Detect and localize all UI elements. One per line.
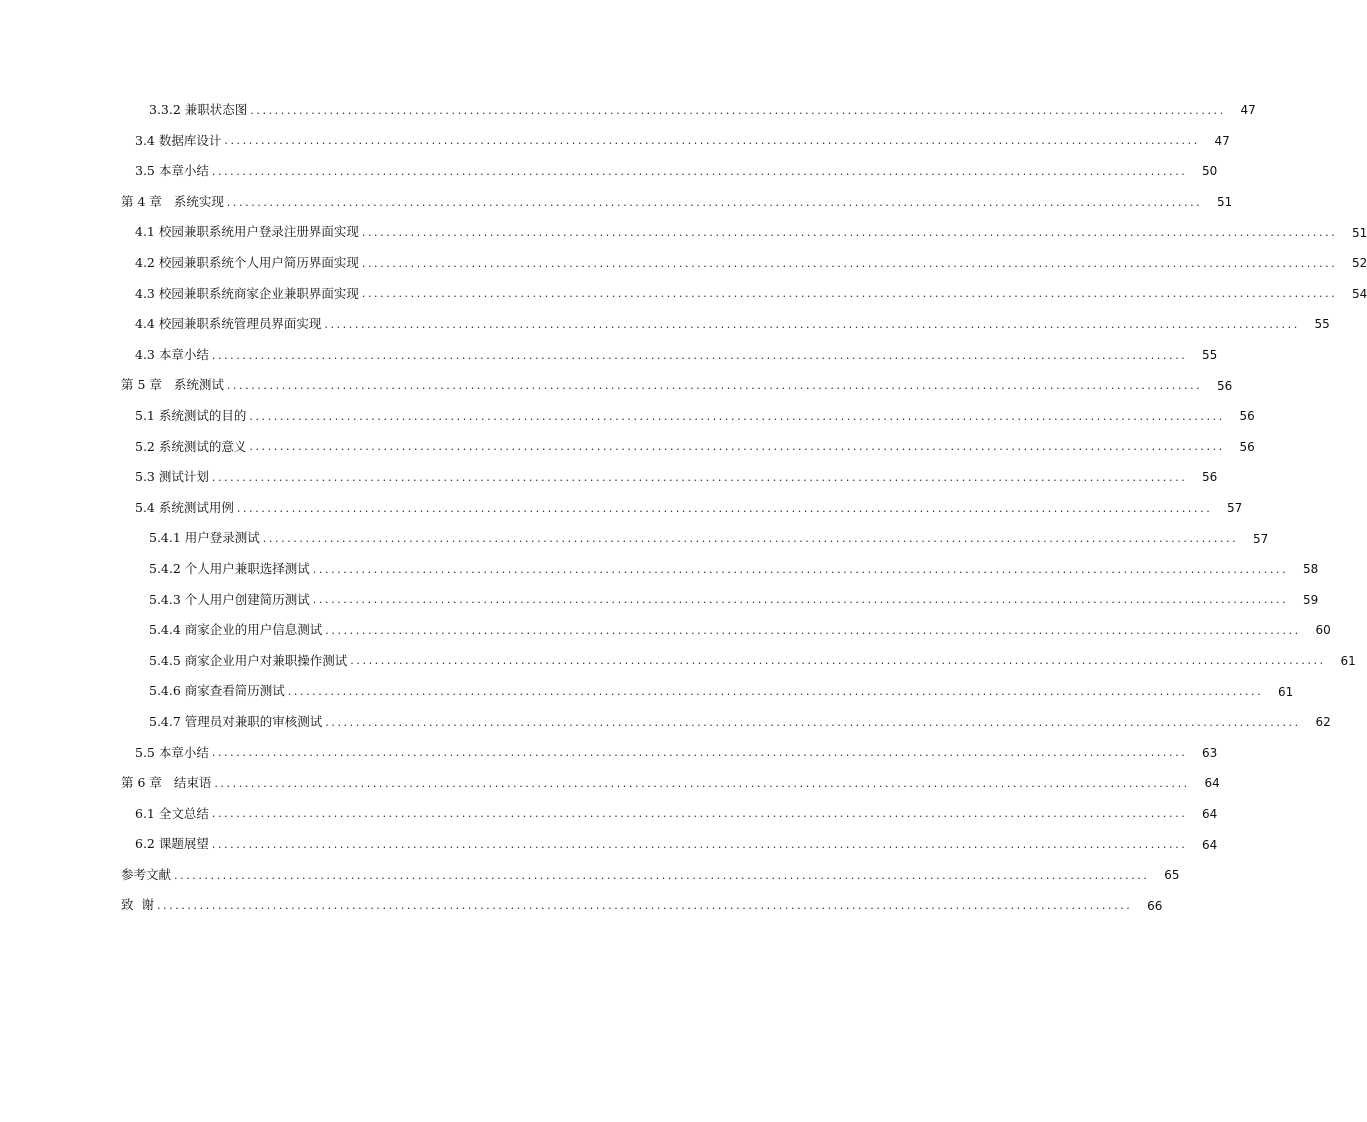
- toc-entry-label: 4.3 本章小结: [135, 346, 209, 362]
- toc-entry[interactable]: [135, 340, 1218, 371]
- toc-entry[interactable]: [149, 615, 1331, 646]
- toc-entry-label: 3.4 数据库设计: [135, 132, 222, 148]
- toc-entry-label: 第 6 章 结束语: [121, 775, 212, 791]
- toc-entry[interactable]: [135, 462, 1218, 493]
- toc-entry[interactable]: [121, 860, 1180, 891]
- toc-entry[interactable]: [135, 737, 1218, 768]
- toc-entry[interactable]: [121, 187, 1233, 218]
- toc-entry-label: 6.1 全文总结: [135, 805, 209, 821]
- toc-leader-dots: ................................................................................................................................................................: [350, 654, 1326, 668]
- toc-page-number: 56: [1202, 470, 1218, 485]
- toc-page-number: 59: [1302, 592, 1319, 607]
- toc-page-number: 57: [1227, 501, 1243, 516]
- toc-leader-dots: ................................................................................................................................................................: [324, 317, 1300, 331]
- toc-page-number: 52: [1352, 256, 1367, 271]
- toc-entry[interactable]: [121, 890, 1163, 921]
- toc-page-number: 47: [1214, 133, 1230, 148]
- toc-page-number: 65: [1164, 868, 1180, 883]
- toc-page-number: 54: [1352, 286, 1367, 301]
- toc-entry[interactable]: [149, 707, 1331, 738]
- toc-leader-dots: ................................................................................................................................................................: [249, 440, 1225, 454]
- table-of-contents: [0, 95, 1367, 921]
- toc-entry[interactable]: [135, 248, 1367, 279]
- toc-leader-dots: ................................................................................................................................................................: [211, 470, 1188, 484]
- toc-leader-dots: ................................................................................................................................................................: [250, 103, 1226, 117]
- toc-leader-dots: ................................................................................................................................................................: [174, 868, 1150, 882]
- toc-entry[interactable]: [149, 554, 1319, 585]
- toc-leader-dots: ................................................................................................................................................................: [236, 501, 1213, 515]
- toc-entry[interactable]: [135, 279, 1367, 310]
- toc-entry-label: 第 4 章 系统实现: [121, 193, 224, 209]
- toc-entry-label: 5.1 系统测试的目的: [135, 407, 247, 423]
- toc-entry-label: 5.2 系统测试的意义: [135, 438, 247, 454]
- toc-entry[interactable]: [121, 370, 1233, 401]
- toc-entry[interactable]: [135, 126, 1230, 157]
- toc-page-number: 63: [1202, 745, 1218, 760]
- toc-entry-label: 5.4.6 商家查看简历测试: [149, 683, 285, 699]
- toc-entry[interactable]: [135, 829, 1218, 860]
- toc-entry[interactable]: [135, 493, 1243, 524]
- toc-page-number: 64: [1202, 837, 1218, 852]
- toc-leader-dots: ................................................................................................................................................................: [361, 226, 1338, 240]
- toc-entry-label: 5.4.2 个人用户兼职选择测试: [149, 560, 310, 576]
- toc-page-number: 60: [1315, 623, 1331, 638]
- toc-entry-label: 5.5 本章小结: [135, 744, 209, 760]
- toc-entry-label: 5.4.4 商家企业的用户信息测试: [149, 622, 323, 638]
- toc-entry[interactable]: [135, 309, 1330, 340]
- toc-entry-label: 4.2 校园兼职系统个人用户简历界面实现: [135, 255, 359, 271]
- toc-entry[interactable]: [121, 768, 1220, 799]
- toc-page-number: 66: [1147, 898, 1163, 913]
- toc-entry[interactable]: [135, 401, 1255, 432]
- toc-entry-label: 3.3.2 兼职状态图: [149, 102, 248, 118]
- toc-page-number: 55: [1202, 348, 1218, 363]
- toc-page-number: 58: [1302, 562, 1319, 577]
- toc-page-number: 61: [1340, 653, 1356, 668]
- toc-page-number: 47: [1240, 103, 1256, 118]
- toc-leader-dots: ................................................................................................................................................................: [287, 685, 1264, 699]
- toc-leader-dots: ................................................................................................................................................................: [211, 348, 1188, 362]
- toc-entry-label: 4.3 校园兼职系统商家企业兼职界面实现: [135, 285, 359, 301]
- toc-entry[interactable]: [149, 95, 1256, 126]
- toc-leader-dots: ................................................................................................................................................................: [262, 532, 1239, 546]
- toc-leader-dots: ................................................................................................................................................................: [214, 776, 1190, 790]
- toc-page-number: 55: [1314, 317, 1330, 332]
- toc-leader-dots: ................................................................................................................................................................: [312, 593, 1289, 607]
- toc-page-number: 51: [1217, 195, 1233, 210]
- toc-page-number: 57: [1252, 531, 1269, 546]
- toc-leader-dots: ................................................................................................................................................................: [156, 899, 1133, 913]
- toc-entry-label: 6.2 课题展望: [135, 836, 209, 852]
- toc-entry[interactable]: [149, 523, 1269, 554]
- toc-page-number: 61: [1277, 684, 1294, 699]
- toc-entry[interactable]: [135, 799, 1218, 830]
- toc-leader-dots: ................................................................................................................................................................: [226, 379, 1203, 393]
- toc-entry-label: 5.4 系统测试用例: [135, 499, 234, 515]
- toc-leader-dots: ................................................................................................................................................................: [249, 409, 1225, 423]
- toc-entry-label: 4.1 校园兼职系统用户登录注册界面实现: [135, 224, 359, 240]
- toc-leader-dots: ................................................................................................................................................................: [325, 715, 1301, 729]
- toc-entry-label: 参考文献: [121, 866, 172, 882]
- toc-page-number: 62: [1315, 715, 1331, 730]
- toc-page-number: 50: [1202, 164, 1218, 179]
- toc-leader-dots: ................................................................................................................................................................: [211, 838, 1188, 852]
- toc-entry[interactable]: [135, 217, 1367, 248]
- toc-entry-label: 5.4.7 管理员对兼职的审核测试: [149, 713, 323, 729]
- toc-page-number: 56: [1239, 409, 1255, 424]
- toc-page-number: 56: [1239, 439, 1255, 454]
- toc-page-number: 51: [1352, 225, 1367, 240]
- toc-page-number: 64: [1202, 806, 1218, 821]
- toc-entry-label: 5.3 测试计划: [135, 469, 209, 485]
- toc-entry-label: 5.4.5 商家企业用户对兼职操作测试: [149, 652, 348, 668]
- toc-page-number: 64: [1204, 776, 1220, 791]
- toc-leader-dots: ................................................................................................................................................................: [312, 562, 1289, 576]
- toc-leader-dots: ................................................................................................................................................................: [211, 746, 1188, 760]
- toc-leader-dots: ................................................................................................................................................................: [361, 256, 1338, 270]
- toc-leader-dots: ................................................................................................................................................................: [211, 164, 1188, 178]
- toc-leader-dots: ................................................................................................................................................................: [211, 807, 1188, 821]
- toc-entry-label: 5.4.3 个人用户创建简历测试: [149, 591, 310, 607]
- toc-entry-label: 致 谢: [121, 897, 154, 913]
- toc-leader-dots: ................................................................................................................................................................: [325, 623, 1301, 637]
- toc-entry-label: 3.5 本章小结: [135, 163, 209, 179]
- toc-entry[interactable]: [135, 156, 1218, 187]
- toc-entry-label: 5.4.1 用户登录测试: [149, 530, 260, 546]
- toc-page-number: 56: [1217, 378, 1233, 393]
- toc-entry-label: 4.4 校园兼职系统管理员界面实现: [135, 316, 322, 332]
- toc-entry[interactable]: [135, 432, 1255, 463]
- toc-leader-dots: ................................................................................................................................................................: [224, 134, 1200, 148]
- toc-leader-dots: ................................................................................................................................................................: [226, 195, 1203, 209]
- toc-entry[interactable]: [149, 646, 1356, 677]
- toc-entry-label: 第 5 章 系统测试: [121, 377, 224, 393]
- toc-entry[interactable]: [149, 676, 1294, 707]
- toc-entry[interactable]: [149, 585, 1319, 616]
- toc-leader-dots: ................................................................................................................................................................: [361, 287, 1338, 301]
